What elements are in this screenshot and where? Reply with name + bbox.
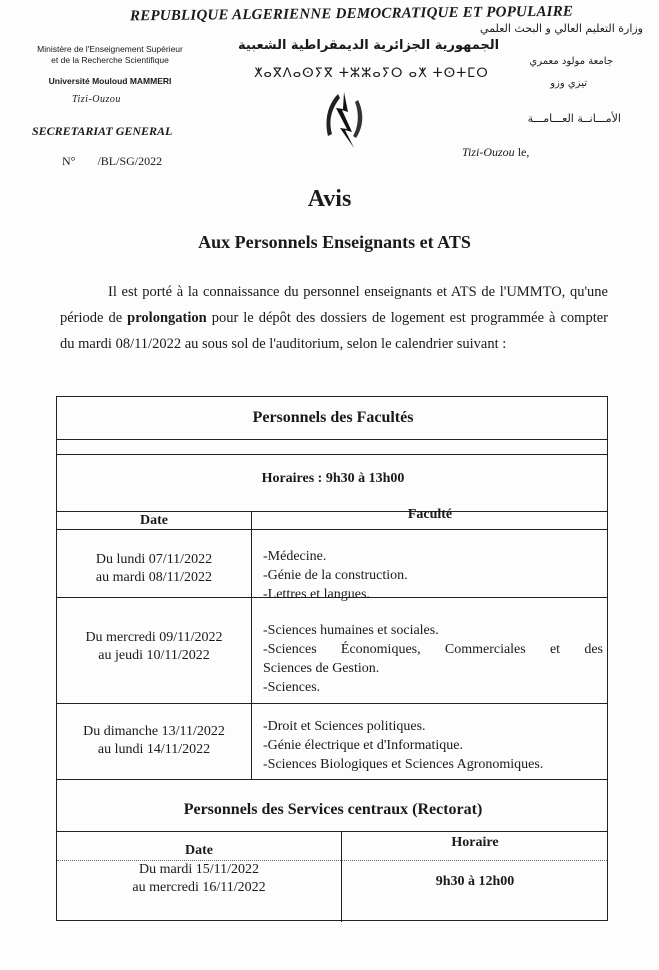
- column-faculty: Faculté: [407, 507, 453, 522]
- faculty-item: -Sciences.: [263, 680, 321, 695]
- ministry-line-1: Ministère de l'Enseignement Supérieur: [37, 44, 183, 54]
- date-end: au jeudi 10/11/2022: [98, 648, 210, 663]
- table-row-faculties: [263, 621, 603, 697]
- notice-subtitle: Aux Personnels Enseignants et ATS: [198, 232, 471, 252]
- republic-heading: REPUBLIQUE ALGERIENNE DEMOCRATIQUE ET POPULAIRE: [129, 3, 574, 25]
- ministry-arabic: وزارة التعليم العالي و البحث العلمي: [480, 22, 643, 35]
- faculty-item: -Génie électrique et d'Informatique.: [263, 738, 463, 753]
- faculty-item: -Sciences Économiques, Commerciales et des: [263, 642, 603, 657]
- university-logo-icon: [318, 90, 368, 150]
- column-date: Date: [140, 513, 168, 528]
- faculty-item: -Médecine.: [263, 549, 327, 564]
- table-divider: [57, 454, 607, 455]
- table-divider: [57, 779, 607, 780]
- schedule-table: [56, 396, 608, 921]
- faculty-item: -Droit et Sciences politiques.: [263, 719, 426, 734]
- column-date-2: Date: [185, 843, 213, 858]
- table-column-divider: [251, 511, 252, 779]
- date-start: Du mardi 15/11/2022: [138, 862, 260, 877]
- university-french: Université Mouloud MAMMERI: [48, 76, 172, 86]
- city-arabic: تيزي وزو: [550, 78, 587, 89]
- city-french: Tizi-Ouzou: [72, 94, 121, 105]
- date-line: [462, 145, 529, 160]
- paragraph-bold: prolongation: [127, 310, 207, 326]
- central-services-title: Personnels des Services centraux (Rectorat): [183, 801, 483, 818]
- date-start: Du mercredi 09/11/2022: [85, 630, 223, 645]
- table-row-date: [57, 723, 251, 759]
- paragraph-part-1: Il est porté à la connaissance du personnel enseignants et ATS de l'UMMTO, qu'une période de: [60, 284, 608, 326]
- central-services-hours: 9h30 à 12h00: [435, 874, 515, 889]
- ministry-line-2: et de la Recherche Scientifique: [51, 55, 169, 65]
- republic-arabic: الجمهورية الجزائرية الديمقراطية الشعبية: [238, 38, 500, 53]
- reference-number: [62, 154, 162, 169]
- column-hours-2: Horaire: [451, 835, 499, 850]
- secretariat-arabic: الأمـــانــة العـــامـــة: [527, 112, 621, 125]
- date-start: Du dimanche 13/11/2022: [83, 724, 225, 739]
- table-divider: [57, 703, 607, 704]
- date-start: Du lundi 07/11/2022: [95, 552, 213, 567]
- date-suffix: le,: [514, 145, 530, 159]
- notice-paragraph: [60, 279, 608, 357]
- table-row-date: [57, 629, 251, 665]
- table-divider: [57, 831, 607, 832]
- table-divider: [57, 529, 607, 530]
- notice-title: Avis: [307, 186, 352, 212]
- ref-label: N°: [62, 154, 76, 168]
- faculty-item: -Sciences Biologiques et Sciences Agronomiques.: [263, 757, 544, 772]
- faculty-item: Sciences de Gestion.: [263, 661, 380, 676]
- table-row-date: [57, 551, 251, 587]
- ref-value: /BL/SG/2022: [97, 154, 163, 168]
- university-arabic: جامعة مولود معمري: [529, 56, 613, 67]
- faculty-item: -Sciences humaines et sociales.: [263, 623, 439, 638]
- table-row-faculties: [263, 547, 603, 604]
- faculty-item: -Lettres et langues.: [263, 587, 370, 602]
- secretariat-french: SECRETARIAT GENERAL: [32, 124, 173, 138]
- central-services-date: [57, 861, 341, 897]
- paragraph-part-2: pour le dépôt des dossiers de logement est programmée à compter du mardi 08/11/2022 au sous sol de l'auditorium, selon le calendrier suivant :: [60, 310, 608, 352]
- faculties-title: Personnels des Facultés: [252, 409, 414, 426]
- faculties-hours: Horaires : 9h30 à 13h00: [261, 471, 405, 486]
- ministry-french: [20, 44, 200, 66]
- date-end: au lundi 14/11/2022: [97, 742, 211, 757]
- table-row-faculties: [263, 717, 607, 774]
- table-divider: [57, 439, 607, 440]
- date-end: au mercredi 16/11/2022: [132, 880, 266, 895]
- republic-tifinagh: ⵅⴰⴳⴷⴰⵙⵢⴳ ⵜⵣⵣⴰⵢⵔ ⴰⵅ ⵜⵙⵜⵎⵔ: [254, 66, 489, 81]
- date-end: au mardi 08/11/2022: [95, 570, 213, 585]
- faculty-item: -Génie de la construction.: [263, 568, 408, 583]
- date-place: Tizi-Ouzou: [462, 145, 515, 159]
